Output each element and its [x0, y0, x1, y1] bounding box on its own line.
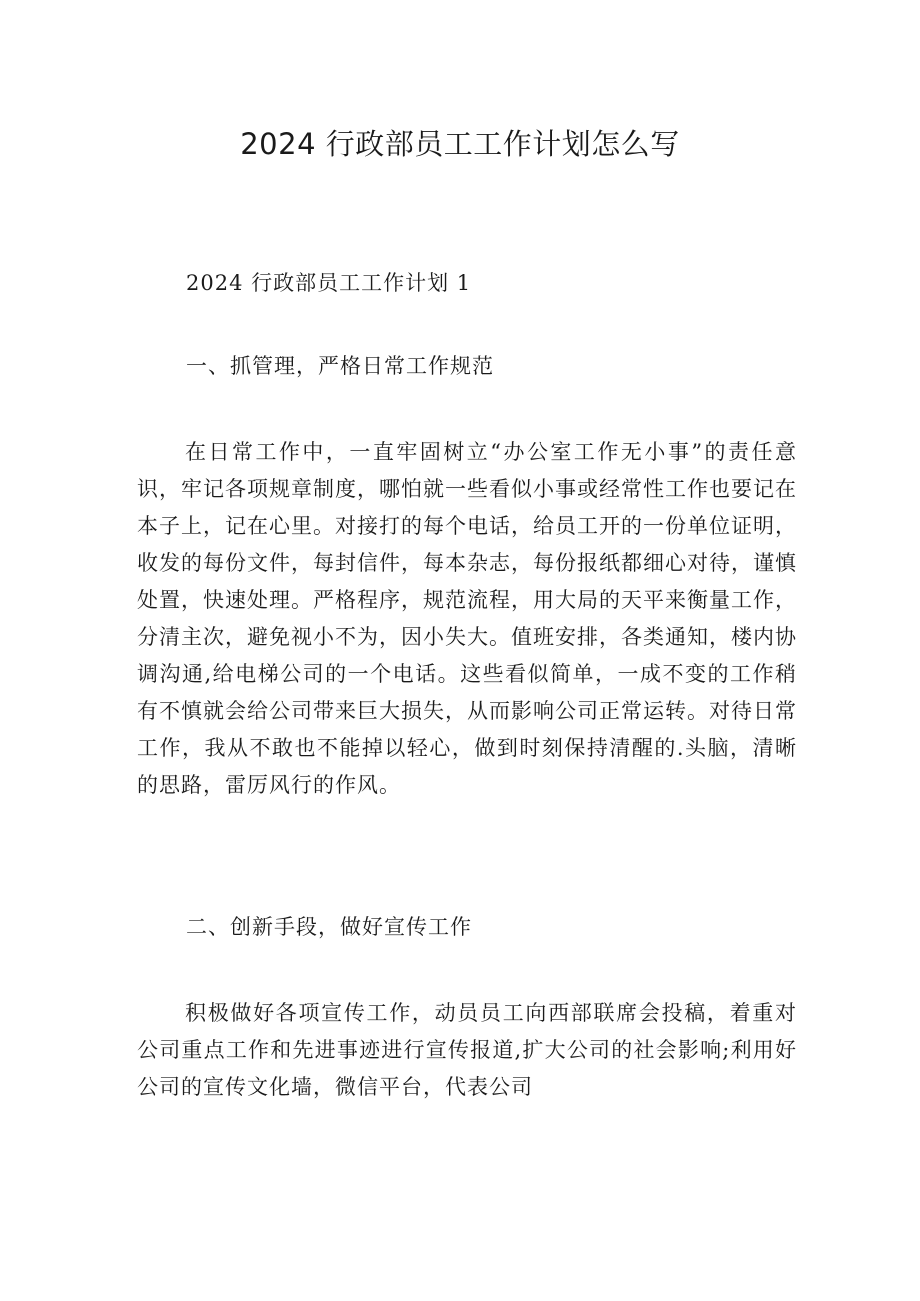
section-paragraph-1: 在日常工作中，一直牢固树立“办公室工作无小事”的责任意识，牢记各项规章制度，哪怕就一些看似小事或经常性工作也要记在本子上，记在心里。对接打的每个电话，给员工开的一份单位证明，收发的每份文件，每封信件，每本杂志，每份报纸都细心对待，谨慎处置，快速处理。严格程序，规范流程，用大局的天平来衡量工作，分清主次，避免视小不为，因小失大。值班安排，各类通知，楼内协调沟通,给电梯公司的一个电话。这些看似简单，一成不变的工作稍有不慎就会给公司带来巨大损失，从而影响公司正常运转。对待日常工作，我从不敢也不能掉以轻心，做到时刻保持清醒的.头脑，清晰的思路，雷厉风行的作风。 — [137, 440, 797, 797]
section-heading-1: 一、抓管理，严格日常工作规范 — [186, 354, 494, 378]
section-heading-2: 二、创新手段，做好宣传工作 — [186, 915, 472, 939]
section-paragraph-2: 积极做好各项宣传工作，动员员工向西部联席会投稿，着重对公司重点工作和先进事迹进行宣传报道,扩大公司的社会影响;利用好公司的宣传文化墙，微信平台，代表公司 — [137, 1001, 797, 1099]
document-subtitle: 2024 行政部员工工作计划 1 — [186, 271, 472, 295]
document-title: 2024 行政部员工工作计划怎么写 — [240, 127, 680, 161]
